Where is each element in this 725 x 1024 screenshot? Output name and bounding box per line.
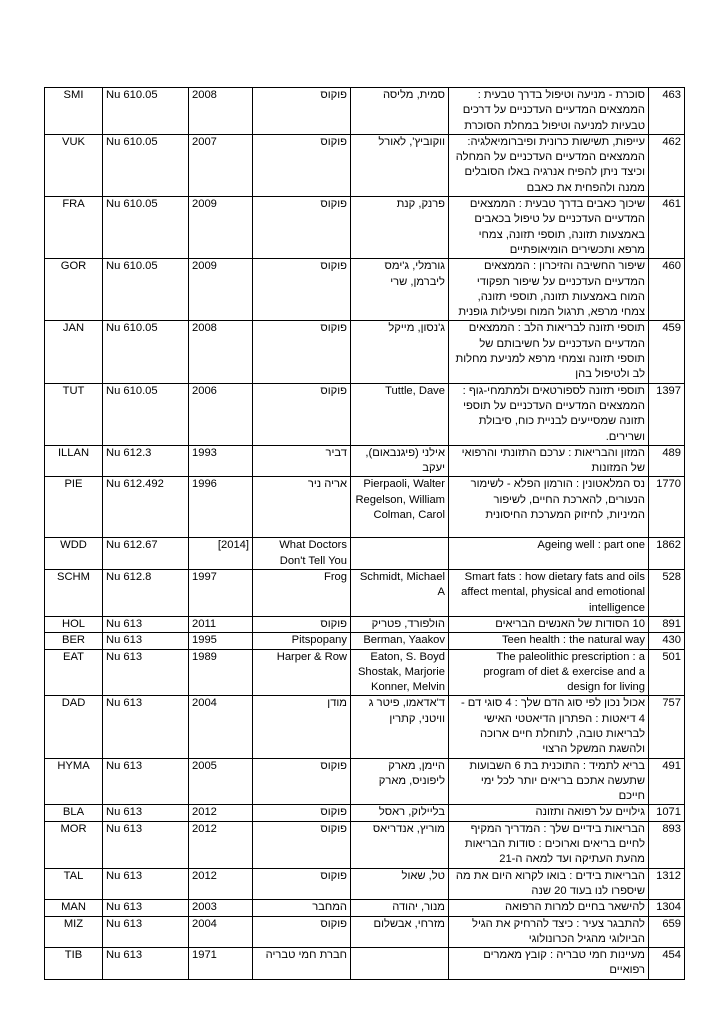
call-number: Nu 610.05 — [103, 197, 189, 259]
call-number: Nu 612.3 — [103, 445, 189, 477]
publisher: המחבר — [253, 900, 351, 916]
book-title: Teen health : the natural way — [449, 633, 649, 649]
book-title: מעיינות חמי טבריה : קובץ מאמרים רפואיים — [449, 948, 649, 980]
row-code: WDD — [45, 538, 103, 570]
book-title: Smart fats : how dietary fats and oils affect mental, physical and emotional intelligence — [449, 570, 649, 617]
call-number: Nu 613 — [103, 649, 189, 696]
row-code: ILLAN — [45, 445, 103, 477]
author: מזרחי, אבשלום — [351, 916, 449, 948]
publication-year: 2007 — [189, 134, 253, 196]
record-number: 659 — [649, 916, 685, 948]
publisher: What Doctors Don't Tell You — [253, 538, 351, 570]
call-number: Nu 613 — [103, 696, 189, 758]
author: בליילוק, ראסל — [351, 805, 449, 821]
publisher: פוקוס — [253, 383, 351, 445]
author: גורמלי, ג'ימס ליברמן, שרי — [351, 259, 449, 321]
table-row — [45, 805, 685, 821]
row-code: DAD — [45, 696, 103, 758]
publisher: פוקוס — [253, 916, 351, 948]
author: פרנק, קנת — [351, 197, 449, 259]
table-row — [45, 88, 685, 135]
table-row — [45, 900, 685, 916]
book-title: הבריאות בידיים שלך : המדריך המקיף לחיים בריאים וארוכים : סודות הבריאות מהעת העתיקה ועד למאה ה-21 — [449, 821, 649, 868]
author — [351, 948, 449, 980]
record-number: 757 — [649, 696, 685, 758]
table-row — [45, 948, 685, 980]
publisher: Frog — [253, 570, 351, 617]
call-number: Nu 610.05 — [103, 321, 189, 383]
publisher: פוקוס — [253, 197, 351, 259]
table-row — [45, 696, 685, 758]
book-title: בריא לתמיד : התוכנית בת 6 השבועות שתעשה אתכם בריאים יותר לכל ימי חייכם — [449, 758, 649, 805]
call-number: Nu 610.05 — [103, 383, 189, 445]
record-number: 491 — [649, 758, 685, 805]
author: Berman, Yaakov — [351, 633, 449, 649]
table-row — [45, 916, 685, 948]
record-number: 1071 — [649, 805, 685, 821]
call-number: Nu 613 — [103, 616, 189, 632]
author: הולפורד, פטריק — [351, 616, 449, 632]
publisher: Pitspopany — [253, 633, 351, 649]
author: ווקוביץ', לאורל — [351, 134, 449, 196]
publisher: פוקוס — [253, 868, 351, 900]
author: סמית, מליסה — [351, 88, 449, 135]
row-code: SMI — [45, 88, 103, 135]
table-row — [45, 649, 685, 696]
row-code: BLA — [45, 805, 103, 821]
author: Tuttle, Dave — [351, 383, 449, 445]
book-title: להישאר בחיים למרות הרפואה — [449, 900, 649, 916]
publication-year: 1997 — [189, 570, 253, 617]
call-number: Nu 612.67 — [103, 538, 189, 570]
publication-year: 2008 — [189, 88, 253, 135]
publication-year: 2003 — [189, 900, 253, 916]
publisher: פוקוס — [253, 134, 351, 196]
author: ג'נסון, מייקל — [351, 321, 449, 383]
table-row — [45, 868, 685, 900]
row-code: SCHM — [45, 570, 103, 617]
row-code: EAT — [45, 649, 103, 696]
call-number: Nu 612.492 — [103, 477, 189, 538]
book-title: אכול נכון לפי סוג הדם שלך : 4 סוגי דם - 4 דיאטות : הפתרון הדיאטטי האישי לבריאות טובה, לתוחלת חיים ארוכה ולהשגת המשקל הרצוי — [449, 696, 649, 758]
book-title: תוספי תזונה לספורטאים ולמתמחי-גוף : הממצאים המדעיים העדכניים על תוספי תזונה שמסייעים לבניית כוח, סיבולת ושרירים. — [449, 383, 649, 445]
book-title: הבריאות בידים : בואו לקרוא היום את מה שיספרו לנו בעוד 20 שנה — [449, 868, 649, 900]
publication-year: 2011 — [189, 616, 253, 632]
author: היימן, מארק ליפוניס, מארק — [351, 758, 449, 805]
record-number: 459 — [649, 321, 685, 383]
book-title: גילויים על רפואה ותזונה — [449, 805, 649, 821]
table-row — [45, 383, 685, 445]
record-number: 891 — [649, 616, 685, 632]
record-number: 1397 — [649, 383, 685, 445]
publication-year: 1993 — [189, 445, 253, 477]
publisher: פוקוס — [253, 821, 351, 868]
book-title: נס המלאטונין : הורמון הפלא - לשימור הנעורים, להארכת החיים, לשיפור המיניות, לחיזוק המערכת החיסונית — [449, 477, 649, 538]
table-row — [45, 538, 685, 570]
publisher: פוקוס — [253, 259, 351, 321]
record-number: 1304 — [649, 900, 685, 916]
record-number: 528 — [649, 570, 685, 617]
call-number: Nu 610.05 — [103, 88, 189, 135]
call-number: Nu 613 — [103, 900, 189, 916]
author: טל, שאול — [351, 868, 449, 900]
catalog-rows — [45, 88, 685, 980]
publication-year: 2005 — [189, 758, 253, 805]
publication-year: 2008 — [189, 321, 253, 383]
author: Eaton, S. Boyd Shostak, Marjorie Konner, Melvin — [351, 649, 449, 696]
row-code: FRA — [45, 197, 103, 259]
book-title: 10 הסודות של האנשים הבריאים — [449, 616, 649, 632]
publication-year: 2009 — [189, 259, 253, 321]
book-title: להתבגר צעיר : כיצד להרחיק את הגיל הביולוגי מהגיל הכרונולוגי — [449, 916, 649, 948]
record-number: 1862 — [649, 538, 685, 570]
row-code: MAN — [45, 900, 103, 916]
row-code: MOR — [45, 821, 103, 868]
row-code: TAL — [45, 868, 103, 900]
table-row — [45, 633, 685, 649]
publication-year: 1996 — [189, 477, 253, 538]
publication-year: 1971 — [189, 948, 253, 980]
record-number: 1770 — [649, 477, 685, 538]
record-number: 461 — [649, 197, 685, 259]
call-number: Nu 613 — [103, 821, 189, 868]
author: מנור, יהודה — [351, 900, 449, 916]
call-number: Nu 610.05 — [103, 259, 189, 321]
publication-year: 1989 — [189, 649, 253, 696]
publication-year: 2009 — [189, 197, 253, 259]
row-code: TUT — [45, 383, 103, 445]
call-number: Nu 613 — [103, 805, 189, 821]
publication-year: 1995 — [189, 633, 253, 649]
table-row — [45, 616, 685, 632]
publisher: דביר — [253, 445, 351, 477]
book-title: עייפות, תשישות כרונית ופיברומיאלגיה: הממצאים המדעיים העדכניים על המחלה וכיצד ניתן להפיח אנרגיה באלו הסובלים ממנה ולהפחית את כאבם — [449, 134, 649, 196]
record-number: 463 — [649, 88, 685, 135]
table-row — [45, 758, 685, 805]
publisher: אריה ניר — [253, 477, 351, 538]
book-title: שיכוך כאבים בדרך טבעית : הממצאים המדעיים העדכניים על טיפול בכאבים באמצעות תזונה, תוספי תזונה, צמחי מרפא ותכשירים הומיאופתיים — [449, 197, 649, 259]
book-title: סוכרת - מניעה וטיפול בדרך טבעית : הממצאים המדעיים העדכניים על דרכים טבעיות למניעה וטיפול במחלת הסוכרת — [449, 88, 649, 135]
call-number: Nu 613 — [103, 948, 189, 980]
table-row — [45, 259, 685, 321]
table-row — [45, 821, 685, 868]
table-row — [45, 445, 685, 477]
row-code: TIB — [45, 948, 103, 980]
book-title: המזון והבריאות : ערכם התזונתי והרפואי של המזונות — [449, 445, 649, 477]
call-number: Nu 613 — [103, 916, 189, 948]
record-number: 501 — [649, 649, 685, 696]
table-row — [45, 477, 685, 538]
publication-year: 2004 — [189, 696, 253, 758]
publisher: חברת חמי טבריה — [253, 948, 351, 980]
row-code: HYMA — [45, 758, 103, 805]
publisher: פוקוס — [253, 88, 351, 135]
record-number: 1312 — [649, 868, 685, 900]
row-code: MIZ — [45, 916, 103, 948]
publication-year: 2012 — [189, 868, 253, 900]
publication-year: 2012 — [189, 821, 253, 868]
author: מוריץ, אנדריאס — [351, 821, 449, 868]
catalog-table — [44, 87, 685, 980]
publication-year: 2006 — [189, 383, 253, 445]
author — [351, 538, 449, 570]
publisher: פוקוס — [253, 805, 351, 821]
publisher: Harper & Row — [253, 649, 351, 696]
publisher: פוקוס — [253, 321, 351, 383]
book-title: Ageing well : part one — [449, 538, 649, 570]
call-number: Nu 613 — [103, 633, 189, 649]
record-number: 489 — [649, 445, 685, 477]
table-row — [45, 570, 685, 617]
record-number: 454 — [649, 948, 685, 980]
call-number: Nu 612.8 — [103, 570, 189, 617]
book-title: תוספי תזונה לבריאות הלב : הממצאים המדעיים העדכניים על חשיבותם של תוספי תזונה וצמחי מרפא למניעת מחלות לב ולטיפול בהן — [449, 321, 649, 383]
author: ד'אדאמו, פיטר ג וויטני, קתרין — [351, 696, 449, 758]
publication-year: [2014] — [189, 538, 253, 570]
table-row — [45, 321, 685, 383]
record-number: 460 — [649, 259, 685, 321]
catalog-page — [44, 87, 684, 980]
row-code: BER — [45, 633, 103, 649]
book-title: שיפור החשיבה והזיכרון : הממצאים המדעיים העדכניים על שיפור תפקודי המוח באמצעות תזונה, תוספי תזונה, צמחי מרפא, תרגול המוח ופעילות גופנית — [449, 259, 649, 321]
call-number: Nu 610.05 — [103, 134, 189, 196]
publisher: מודן — [253, 696, 351, 758]
book-title: The paleolithic prescription : a program of diet & exercise and a design for living — [449, 649, 649, 696]
row-code: JAN — [45, 321, 103, 383]
call-number: Nu 613 — [103, 758, 189, 805]
author: Pierpaoli, Walter Regelson, William Colman, Carol — [351, 477, 449, 538]
publication-year: 2012 — [189, 805, 253, 821]
table-row — [45, 197, 685, 259]
record-number: 430 — [649, 633, 685, 649]
publication-year: 2004 — [189, 916, 253, 948]
table-row — [45, 134, 685, 196]
record-number: 462 — [649, 134, 685, 196]
publisher: פוקוס — [253, 616, 351, 632]
row-code: VUK — [45, 134, 103, 196]
author: אילני (פיגנבאום), יעקב — [351, 445, 449, 477]
call-number: Nu 613 — [103, 868, 189, 900]
author: Schmidt, Michael A — [351, 570, 449, 617]
record-number: 893 — [649, 821, 685, 868]
row-code: GOR — [45, 259, 103, 321]
row-code: HOL — [45, 616, 103, 632]
publisher: פוקוס — [253, 758, 351, 805]
row-code: PIE — [45, 477, 103, 538]
